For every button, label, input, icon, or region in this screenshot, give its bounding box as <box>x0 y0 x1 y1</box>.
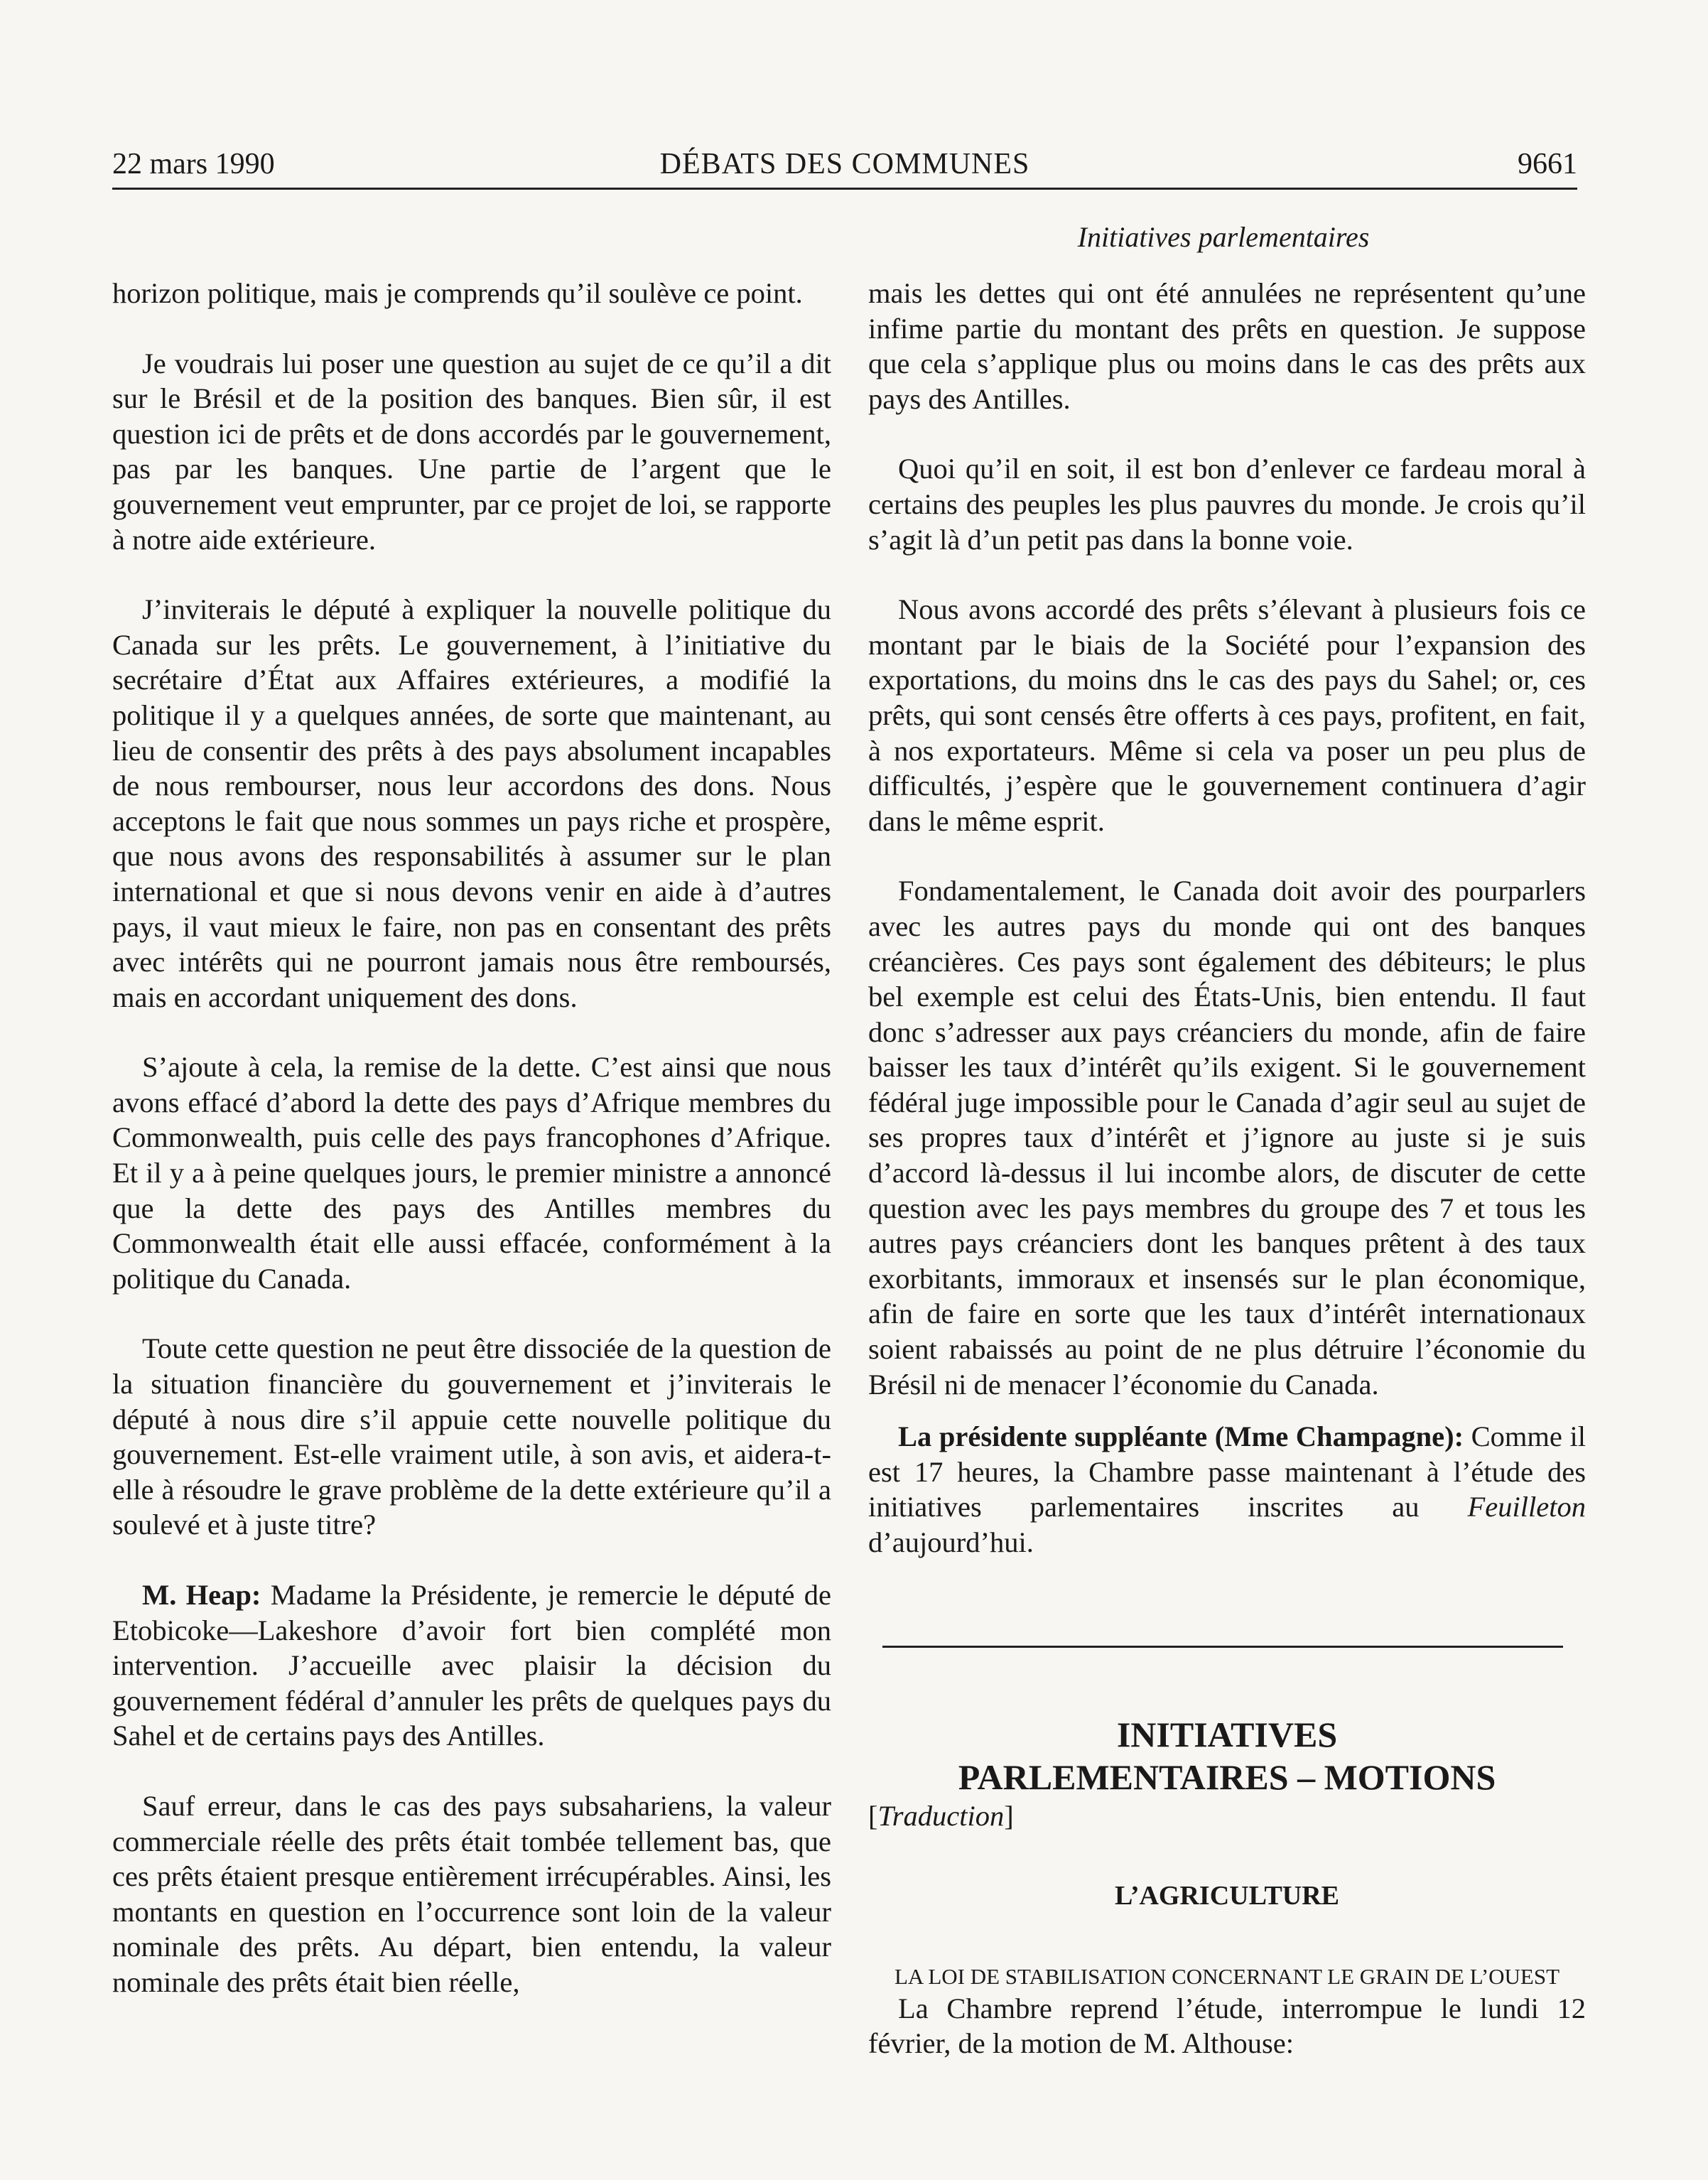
header-title: DÉBATS DES COMMUNES <box>659 148 1030 180</box>
header-date: 22 mars 1990 <box>112 148 275 180</box>
subject-heading: L’AGRICULTURE <box>1114 1881 1340 1911</box>
header-rule <box>112 188 1577 190</box>
paragraph: S’ajoute à cela, la remise de la dette. C’est ainsi que nous avons effacé d’abord la dette des pays d’Afrique membres du Commonwealth, puis celle des pays francophones d’Afrique. Et il y a à peine quelques jours, le premier ministre a annoncé que la dette des pays des Antilles membres du Commonwealth était elle aussi effacée, conformément à la politique du Canada. <box>112 1051 831 1295</box>
speech-text: d’aujourd’hui. <box>868 1526 1034 1558</box>
speech-text: Comme il est 17 heures, la Chambre passe maintenant à l’étude des initiatives parlementaires inscrites au <box>868 1420 1586 1523</box>
header-page-number: 9661 <box>1518 148 1577 180</box>
running-header <box>112 142 1577 186</box>
paragraph: Je voudrais lui poser une question au sujet de ce qu’il a dit sur le Brésil et de la position des banques. Bien sûr, il est question ici de prêts et de dons accordés par le gouvernement, pas par les banques. Une partie de l’argent que le gouvernement veut emprunter, par ce projet de loi, se rapporte à notre aide extérieure. <box>112 347 831 556</box>
speech-text: Madame la Présidente, je remercie le député de Etobicoke—Lakeshore d’avoir fort bien complété mon intervention. J’accueille avec plaisir la décision du gouvernement fédéral d’annuler les prêts de quelques pays du Sahel et de certains pays des Antilles. <box>112 1579 832 1752</box>
translation-note <box>868 1798 1586 1834</box>
italic-term: Feuilleton <box>1467 1491 1586 1523</box>
paragraph: J’inviterais le député à expliquer la nouvelle politique du Canada sur les prêts. Le gouvernement, à l’initiative du secrétaire d’État aux Affaires extérieures, a modifié la politique il y a quelques années, de sorte que maintenant, au lieu de consentir des prêts à des pays absolument incapables de nous rembourser, nous leur accordons des dons. Nous acceptons le fait que nous sommes un pays riche et prospère, que nous avons des responsabilités à assumer sur le plan international et que si nous devons venir en aide à d’autres pays, il vaut mieux le faire, non pas en consentant des prêts avec intérêts qui ne pourront jamais nous être remboursés, mais en accordant uniquement des dons. <box>112 593 831 1013</box>
bracket: [ <box>868 1799 878 1832</box>
paragraph: Quoi qu’il en soit, il est bon d’enlever ce fardeau moral à certains des peuples les plus pauvres du monde. Je crois qu’il s’agit là d’un petit pas dans la bonne voie. <box>868 453 1586 556</box>
speaker-name: M. Heap: <box>142 1579 261 1611</box>
bracket: ] <box>1004 1799 1014 1832</box>
speaker-name: La présidente suppléante (Mme Champagne): <box>898 1420 1464 1453</box>
paragraph <box>868 1419 1586 1560</box>
section-heading <box>868 1713 1586 1798</box>
paragraph: horizon politique, mais je comprends qu’il soulève ce point. <box>112 277 803 309</box>
section-label: Initiatives parlementaires <box>1077 221 1370 253</box>
paragraph: Sauf erreur, dans le cas des pays subsahariens, la valeur commerciale réelle des prêts était tombée tellement bas, que ces prêts étaient presque entièrement irrécupérables. Ainsi, les montants en question en l’occurrence sont loin de la valeur nominale des prêts. Au départ, bien entendu, la valeur nominale des prêts était bien réelle, <box>112 1789 831 1998</box>
paragraph: La Chambre reprend l’étude, interrompue le lundi 12 février, de la motion de M. Althouse: <box>868 1992 1586 2060</box>
bill-heading: LA LOI DE STABILISATION CONCERNANT LE GRAIN DE L’OUEST <box>894 1963 1560 1989</box>
section-divider <box>882 1646 1563 1648</box>
paragraph: Toute cette question ne peut être dissociée de la question de la situation financière du gouvernement et j’inviterais le député à nous dire s’il appuie cette nouvelle politique du gouvernement. Est-elle vraiment utile, à son avis, et aidera-t-elle à résoudre le grave problème de la dette extérieure qu’il a soulevé et à juste titre? <box>112 1332 831 1541</box>
paragraph: mais les dettes qui ont été annulées ne représentent qu’une infime partie du montant des prêts en question. Je suppose que cela s’applique plus ou moins dans le cas des prêts aux pays des Antilles. <box>868 277 1586 415</box>
paragraph: Fondamentalement, le Canada doit avoir des pourparlers avec les autres pays du monde qui ont des banques créancières. Ces pays sont également des débiteurs; le plus bel exemple est celui des États-Unis, bien entendu. Il faut donc s’adresser aux pays créanciers du monde, afin de faire baisser les taux d’intérêt qu’ils exigent. Si le gouvernement fédéral juge impossible pour le Canada d’agir seul au sujet de ses propres taux d’intérêt et j’ignore au juste si je suis d’accord là-dessus il lui incombe alors, de discuter de cette question avec les pays membres du groupe des 7 et tous les autres pays créanciers dont les banques prêtent à des taux exorbitants, immoraux et insensés sur le plan économique, afin de faire en sorte que les taux d’intérêt internationaux soient rabaissés au point de ne plus détruire l’économie du Brésil ni de menacer l’économie du Canada. <box>868 875 1586 1401</box>
section-heading-line: INITIATIVES <box>1116 1714 1338 1754</box>
paragraph <box>112 1577 831 1754</box>
left-column <box>112 276 831 2000</box>
paragraph: Nous avons accordé des prêts s’élevant à plusieurs fois ce montant par le biais de la Société pour l’expansion des exportations, du moins dns le cas des pays du Sahel; or, ces prêts, qui sont censés être offerts à ces pays, profitent, en fait, à nos exportateurs. Même si cela va poser un peu plus de difficultés, j’espère que le gouvernement continuera d’agir dans le même esprit. <box>868 593 1586 837</box>
right-column <box>868 276 1586 2061</box>
translation-word: Traduction <box>877 1799 1005 1832</box>
section-heading-line: PARLEMENTAIRES – MOTIONS <box>958 1757 1496 1797</box>
